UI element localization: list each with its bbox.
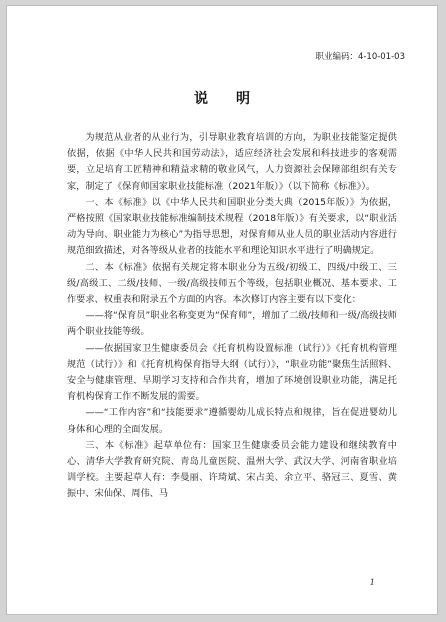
document-page [6, 5, 438, 615]
paragraph-change-1: ——将“保育员”职业名称变更为“保育师”，增加了二级/技师和一级/高级技师两个职业技能等级。 [67, 310, 397, 338]
paragraph-intro: 为规范从业者的从业行为，引导职业教育培训的方向，为职业技能鉴定提供依据，依据《中华人民共和国劳动法》，适应经济社会发展和科技进步的客观需要，立足培育工匠精神和精益求精的敬业风气，人力资源社会保障部组织有关专家，制定了《保育师国家职业技能标准（2021年版）》（以下简称《标准》）。 [67, 132, 397, 192]
document-body [67, 130, 397, 503]
paragraph-1: 一、本《标准》以《中华人民共和国职业分类大典（2015年版）》为依据，严格按照《国家职业技能标准编制技术规程（2018年版）》有关要求，以“职业活动为导向、职业能力为核心”为指导思想，对保育师从业人员的职业活动内容进行规范细致描述，对各等级从业者的技能水平和理论知识水平进行了明确规定。 [67, 196, 397, 257]
occupation-code: 职业编码：4-10-01-03 [315, 52, 405, 62]
page-number: 1 [369, 578, 375, 588]
paragraph-change-3: ——“工作内容”和“技能要求”遵循婴幼儿成长特点和规律，旨在促进婴幼儿身体和心理的全面发展。 [67, 407, 397, 435]
page-title: 说明 [194, 91, 278, 107]
paragraph-3: 三、本《标准》起草单位有：国家卫生健康委员会能力建设和继续教育中心、清华大学教育研究院、青岛儿童医院、温州大学、武汉大学、河南省职业培训学校。主要起草人有：李曼丽、许琦斌、宋占美、余立平、骆冠三、夏雪、黄振中、宋仙保、周伟、马 [67, 439, 397, 500]
paragraph-2: 二、本《标准》依据有关规定将本职业分为五级/初级工、四级/中级工、三级/高级工、二级/技师、一级/高级技师五个等级，包括职业概况、基本要求、工作要求、权重表和附录五个方面的内容。本次修订内容主要有以下变化： [67, 261, 397, 306]
paragraph-change-2: ——依据国家卫生健康委员会《托育机构设置标准（试行）》《托育机构管理规范（试行）》和《托育机构保育指导大纲（试行）》，“职业功能”聚焦生活照料、安全与健康管理、早期学习支持和合作共育，增加了环境创设职业功能，满足托育机构保育工作不断发展的需要。 [67, 342, 397, 403]
